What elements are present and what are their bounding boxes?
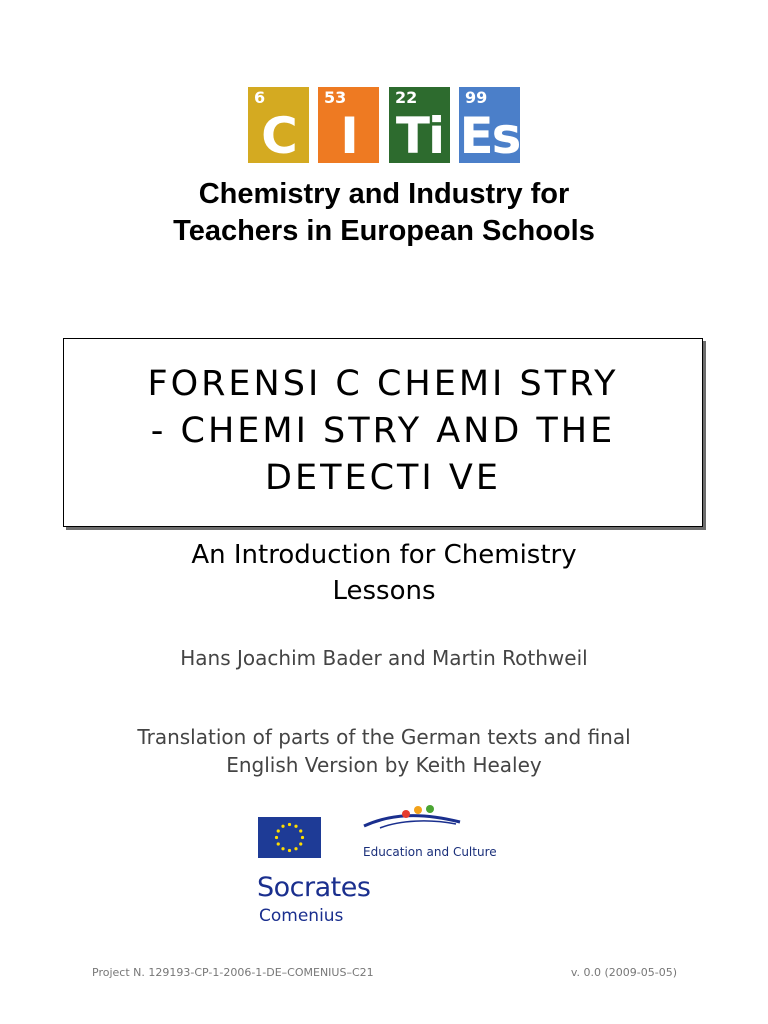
- eu-star-icon: [288, 849, 291, 852]
- logo-tile-number: 53: [324, 88, 347, 107]
- logo-tile-symbol: Ti: [395, 107, 444, 165]
- eu-star-icon: [275, 836, 278, 839]
- logo-tile-ti: [389, 87, 450, 163]
- document-title-box: [63, 338, 703, 527]
- document-title-line: - CHEMI STRY AND THE: [150, 411, 616, 451]
- logo-tile-number: 99: [465, 88, 488, 107]
- socrates-logo-text: Socrates: [257, 872, 371, 903]
- education-culture-swoosh-icon: [360, 802, 470, 842]
- organisation-name-line: Chemistry and Industry for: [198, 178, 570, 210]
- translation-credit-line: English Version by Keith Healey: [226, 753, 542, 777]
- organisation-name: [0, 176, 768, 250]
- document-subtitle-line: Lessons: [332, 576, 436, 606]
- education-culture-label: Education and Culture: [363, 845, 497, 859]
- logo-tile-es: [459, 87, 520, 163]
- eu-star-icon: [277, 829, 280, 832]
- logo-tile-symbol: I: [340, 107, 357, 165]
- document-version: v. 0.0 (2009-05-05): [570, 966, 677, 979]
- eu-star-icon: [281, 825, 284, 828]
- eu-star-icon: [288, 823, 291, 826]
- document-title-line: DETECTI VE: [265, 458, 501, 498]
- logo-tile-i: [318, 87, 379, 163]
- eu-stars: [258, 817, 321, 858]
- logo-tile-symbol: C: [261, 107, 296, 165]
- eu-flag-icon: [258, 817, 321, 858]
- eu-star-icon: [294, 847, 297, 850]
- eu-star-icon: [299, 829, 302, 832]
- logo-tile-c: [248, 87, 309, 163]
- translation-credit-line: Translation of parts of the German texts and final: [137, 725, 631, 749]
- authors: Hans Joachim Bader and Martin Rothweil: [180, 646, 588, 670]
- project-number: Project N. 129193-CP-1-2006-1-DE–COMENIUS–C21: [92, 966, 374, 979]
- document-subtitle-line: An Introduction for Chemistry: [191, 540, 577, 570]
- swoosh-dot-red-icon: [402, 810, 410, 818]
- document-subtitle: [0, 537, 768, 609]
- organisation-name-line: Teachers in European Schools: [173, 215, 595, 247]
- logo-tile-number: 22: [395, 88, 418, 107]
- comenius-logo-text: Comenius: [259, 906, 344, 926]
- document-title: [64, 361, 702, 502]
- eu-star-icon: [301, 836, 304, 839]
- swoosh-dot-green-icon: [426, 805, 434, 813]
- eu-star-icon: [281, 847, 284, 850]
- eu-star-icon: [299, 842, 302, 845]
- swoosh-dot-orange-icon: [414, 806, 422, 814]
- cities-logo: [248, 87, 520, 163]
- eu-star-icon: [277, 842, 280, 845]
- logo-tile-symbol: Es: [459, 107, 520, 165]
- document-title-line: FORENSI C CHEMI STRY: [147, 364, 619, 404]
- logo-tile-number: 6: [254, 88, 266, 107]
- eu-star-icon: [294, 825, 297, 828]
- translation-credit: [0, 723, 768, 779]
